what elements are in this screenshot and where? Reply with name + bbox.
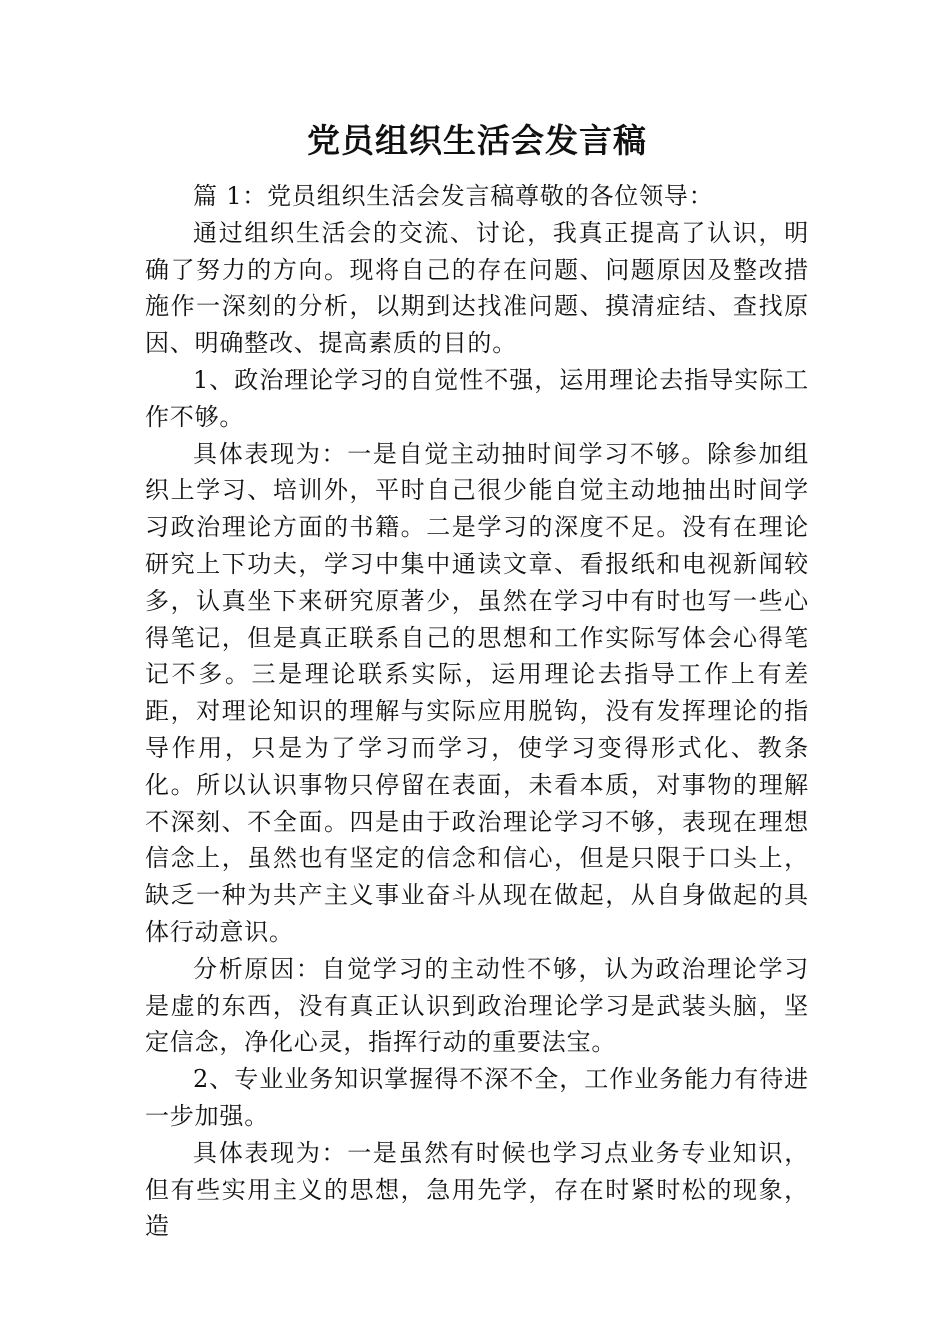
- document-body: [145, 118, 809, 1245]
- document-title: 党员组织生活会发言稿: [307, 121, 647, 160]
- paragraph-greeting: 篇 1：党员组织生活会发言稿尊敬的各位领导：: [193, 182, 714, 210]
- paragraph-intro: 通过组织生活会的交流、讨论，我真正提高了认识，明确了努力的方向。现将自己的存在问题、问题原因及整改措施作一深刻的分析，以期到达找准问题、摸清症结、查找原因、明确整改、提高素质的目的。: [145, 218, 809, 358]
- paragraph-issue-1-analysis: 分析原因：自觉学习的主动性不够，认为政治理论学习是虚的东西，没有真正认识到政治理论学习是武装头脑，坚定信念，净化心灵，指挥行动的重要法宝。: [145, 954, 809, 1057]
- paragraph-issue-1-details: 具体表现为：一是自觉主动抽时间学习不够。除参加组织上学习、培训外，平时自己很少能自觉主动地抽出时间学习政治理论方面的书籍。二是学习的深度不足。没有在理论研究上下功夫，学习中集中通读文章、看报纸和电视新闻较多，认真坐下来研究原著少，虽然在学习中有时也写一些心得笔记，但是真正联系自己的思想和工作实际写体会心得笔记不多。三是理论联系实际，运用理论去指导工作上有差距，对理论知识的理解与实际应用脱钩，没有发挥理论的指导作用，只是为了学习而学习，使学习变得形式化、教条化。所以认识事物只停留在表面，未看本质，对事物的理解不深刻、不全面。四是由于政治理论学习不够，表现在理想信念上，虽然也有坚定的信念和信心，但是只限于口头上，缺乏一种为共产主义事业奋斗从现在做起，从自身做起的具体行动意识。: [145, 439, 809, 946]
- paragraph-issue-2-heading: 2、专业业务知识掌握得不深不全，工作业务能力有待进一步加强。: [145, 1065, 809, 1130]
- paragraph-issue-1-heading: 1、政治理论学习的自觉性不强，运用理论去指导实际工作不够。: [145, 365, 809, 431]
- paragraph-issue-2-details: 具体表现为：一是虽然有时候也学习点业务专业知识，但有些实用主义的思想，急用先学，存在时紧时松的现象，造: [145, 1138, 809, 1241]
